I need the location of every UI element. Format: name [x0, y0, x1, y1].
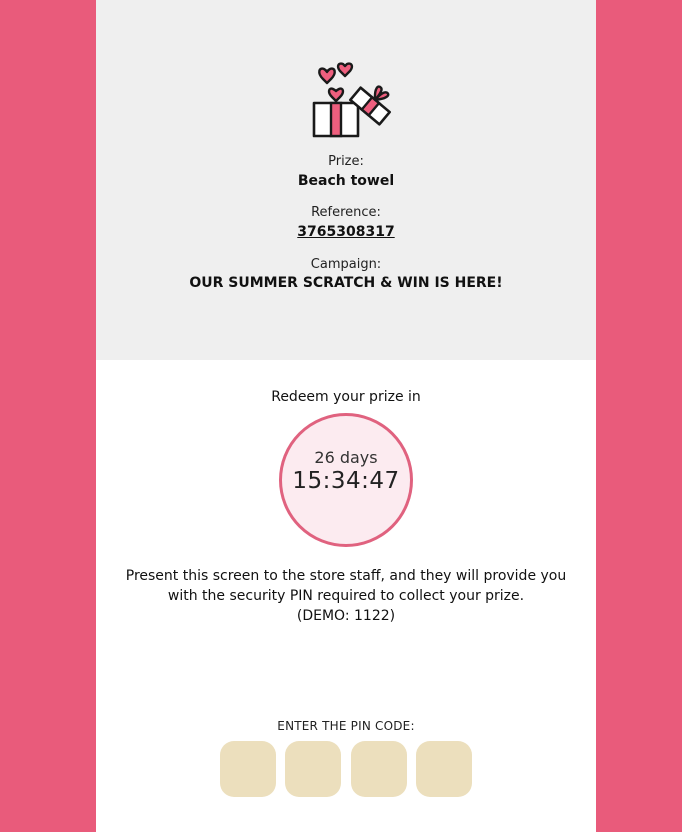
pin-digit-1[interactable] [220, 741, 276, 797]
instructions-demo: (DEMO: 1122) [296, 608, 396, 624]
countdown-time: 15:34:47 [292, 468, 400, 494]
reference-link[interactable]: 3765308317 [297, 224, 395, 240]
instructions [96, 566, 596, 626]
prize-card [96, 0, 596, 832]
instructions-line-1: Present this screen to the store staff, and they will provide you [125, 568, 567, 584]
pin-label: ENTER THE PIN CODE: [277, 719, 415, 733]
countdown-days: 26 days [314, 448, 378, 467]
reference-label: Reference: [311, 205, 381, 220]
campaign-label: Campaign: [310, 257, 382, 272]
prize-value: Beach towel [297, 173, 395, 189]
countdown-timer [279, 413, 413, 547]
pin-digit-3[interactable] [351, 741, 407, 797]
gift-icon [310, 62, 392, 142]
pin-digit-4[interactable] [416, 741, 472, 797]
pin-digit-2[interactable] [285, 741, 341, 797]
pin-input-group [220, 741, 472, 797]
prize-summary [96, 0, 596, 360]
redeem-heading: Redeem your prize in [271, 389, 421, 405]
instructions-line-2: with the security PIN required to collect your prize. [167, 588, 525, 604]
campaign-value: OUR SUMMER SCRATCH & WIN IS HERE! [189, 275, 503, 291]
prize-label: Prize: [328, 154, 364, 169]
